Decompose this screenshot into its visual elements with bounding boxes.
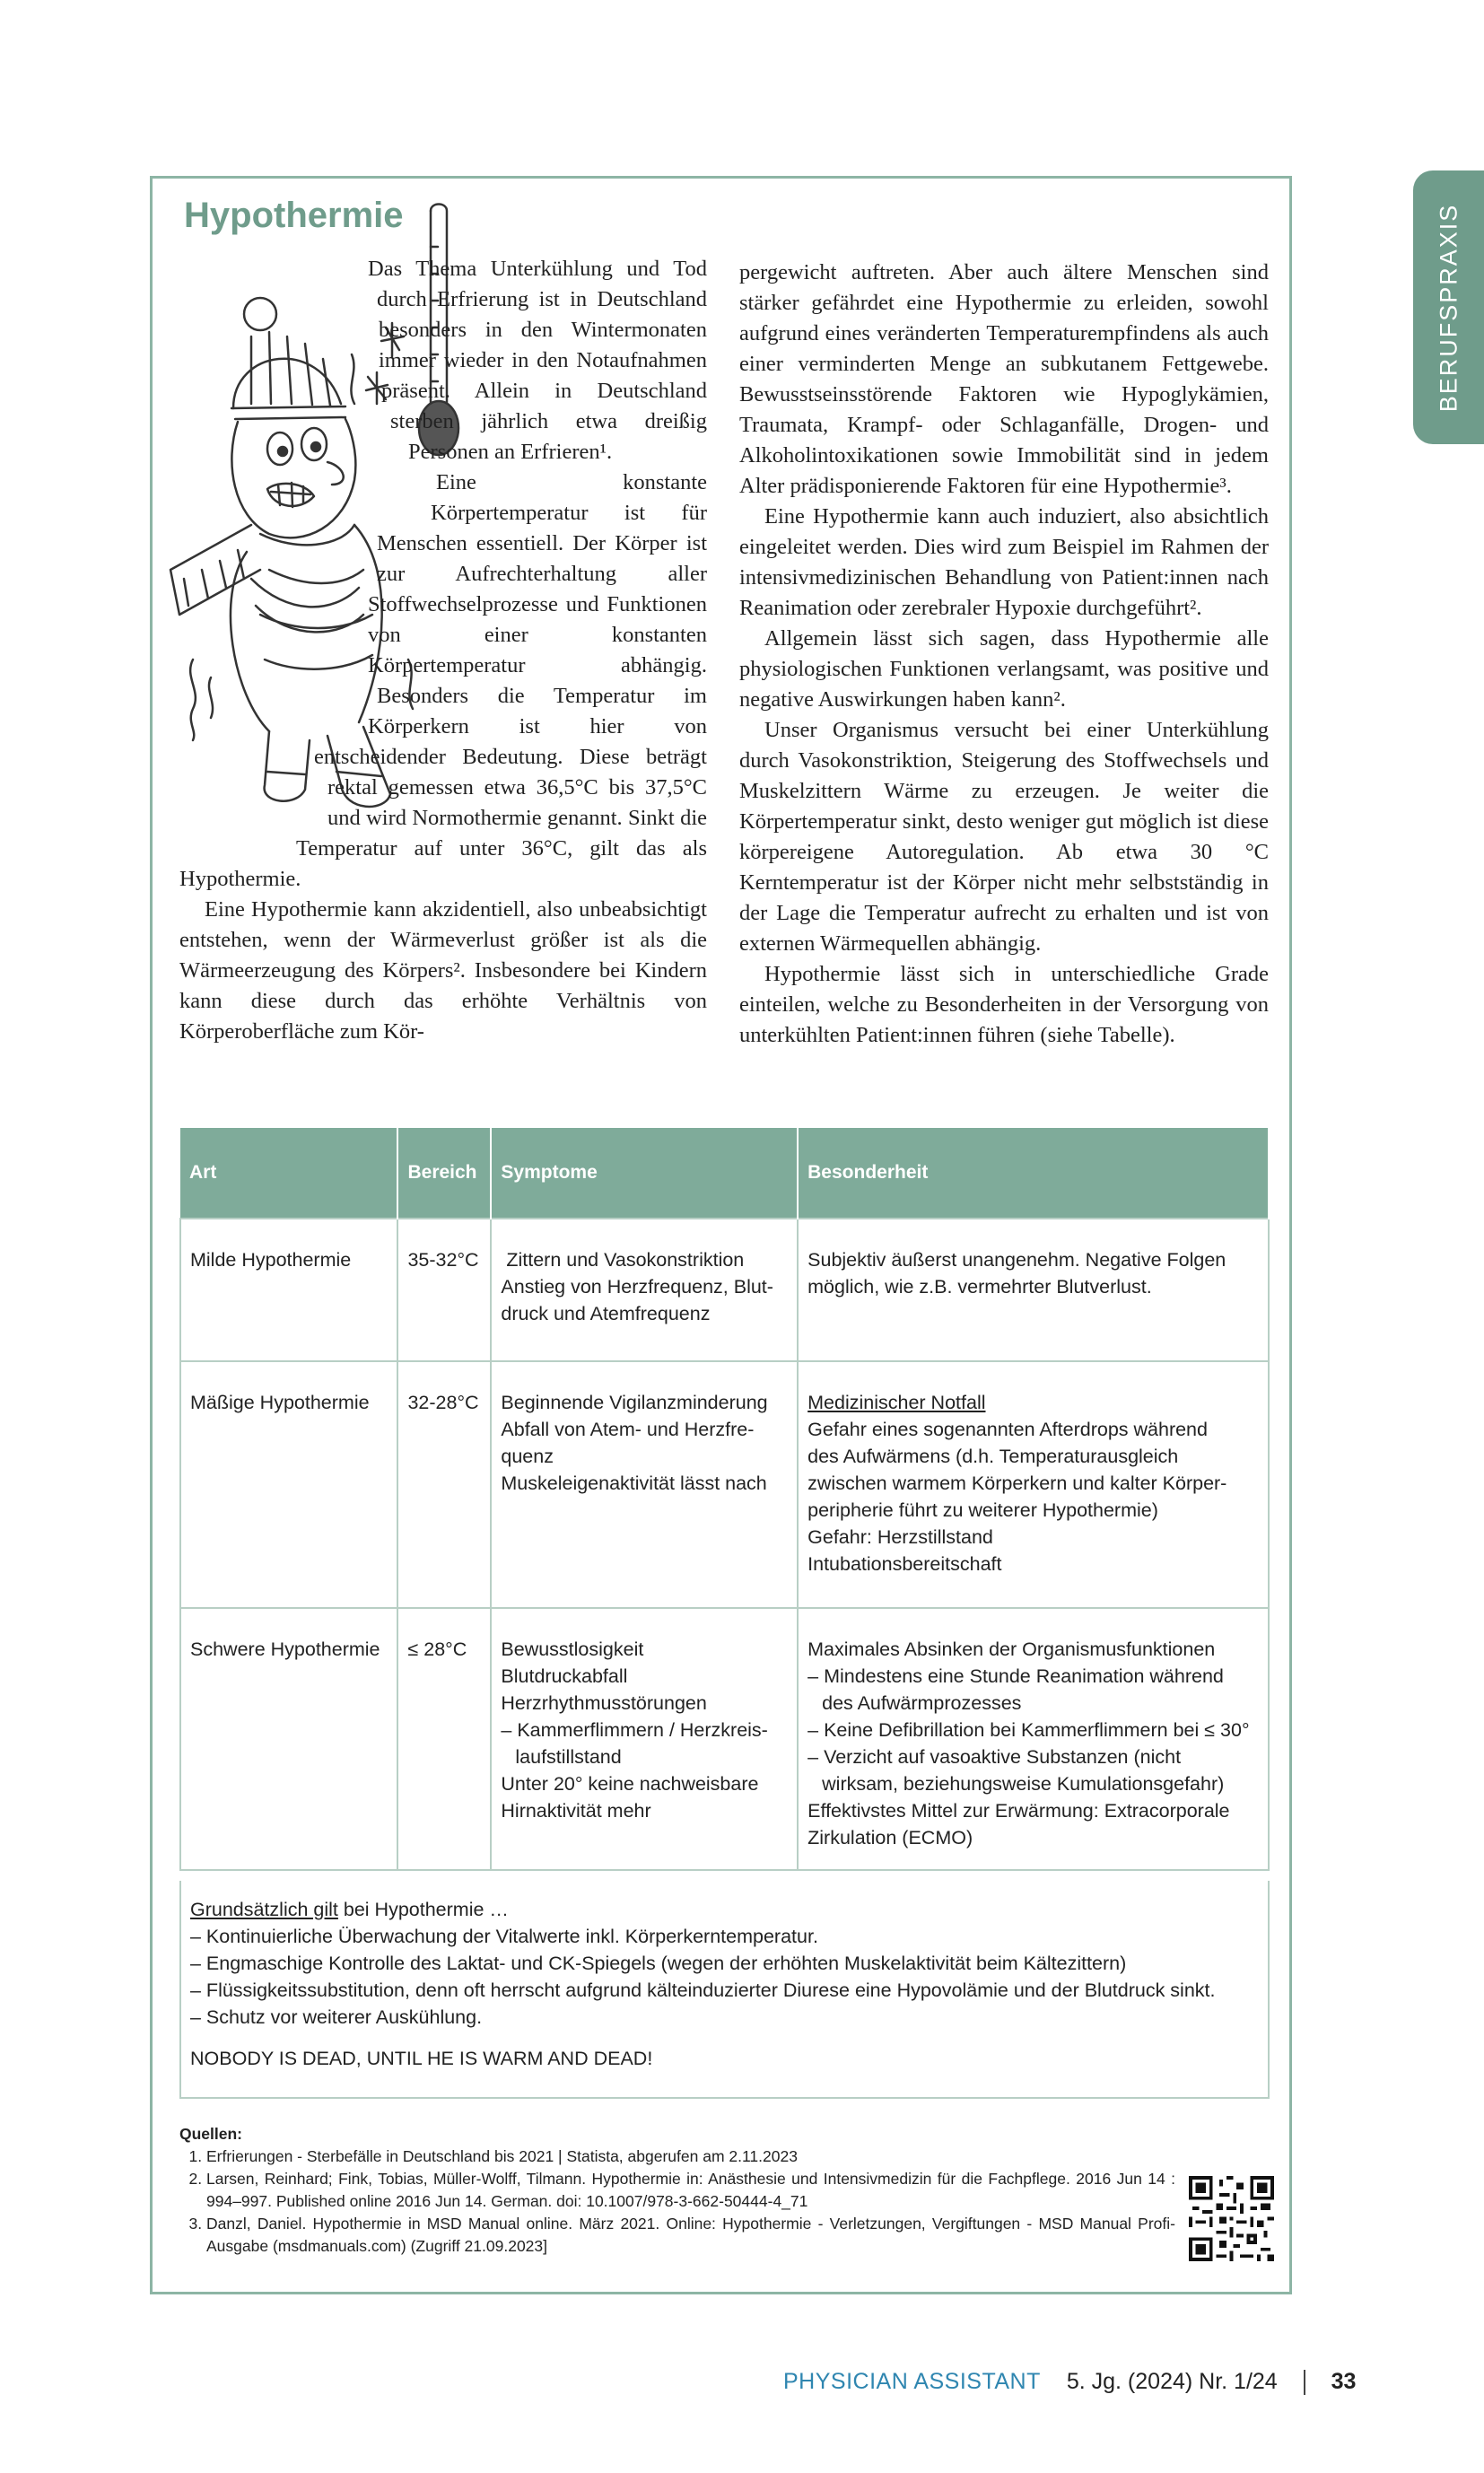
table-row bbox=[180, 1219, 1269, 1361]
summary-item: – Kontinuierliche Überwachung der Vitalwerte inkl. Körperkerntemperatur. bbox=[190, 1926, 818, 1947]
symptom-line: Abfall von Atem- und Herzfre- bbox=[501, 1419, 755, 1440]
source-item: 3. Danzl, Daniel. Hypothermie in MSD Manual online. März 2021. Online: Hypothermie - Verletzungen, Vergiftungen - MSD Manual Profi-Ausgabe (msdmanuals.com) (Zugriff 21.09.2023] bbox=[206, 2213, 1175, 2258]
table-row bbox=[180, 1608, 1269, 1870]
note-line: wirksam, beziehungsweise Kumulationsgefahr) bbox=[822, 1773, 1225, 1795]
symptom-line: Blutdruckabfall bbox=[501, 1665, 628, 1687]
summary-item: – Engmaschige Kontrolle des Laktat- und CK-Spiegels (wegen der erhöhten Muskelaktivität beim Kältezittern) bbox=[190, 1953, 1127, 1974]
paragraph-induced: Eine Hypothermie kann auch induziert, also absichtlich eingeleitet werden. Dies wird zum Beispiel im Rahmen der intensivmedizinischen Behandlung von Patient:innen nach Reanimation oder zerebraler Hypoxie durchgeführt². bbox=[739, 504, 1269, 620]
emergency-heading: Medizinischer Notfall bbox=[807, 1392, 986, 1413]
source-item: 1. Erfrierungen - Sterbefälle in Deutschland bis 2021 | Statista, abgerufen am 2.11.2023 bbox=[206, 2145, 1175, 2168]
symptom-line: druck und Atemfrequenz bbox=[501, 1303, 711, 1324]
page-footer bbox=[783, 2369, 1356, 2395]
note-line: Intubationsbereitschaft bbox=[807, 1553, 1002, 1575]
cell-besonderheit bbox=[798, 1608, 1269, 1870]
paragraph-risk-factors: pergewicht auftreten. Aber auch ältere Menschen sind stärker gefährdet eine Hypothermie zu erleiden, sowohl aufgrund eines veränderten Temperaturempfindens als auch einer verminderten Menge an subkutanem Fettgewebe. Bewusstseinsstörende Faktoren wie Hypoglykämien, Traumata, Krampf- oder Schlaganfälle, Drogen- und Alkoholintoxikationen sowie Immobilität sind in jedem Alter prädisponierende Faktoren für eine Hypothermie³. bbox=[739, 260, 1269, 498]
summary-lead-rest: bei Hypothermie … bbox=[337, 1899, 509, 1920]
footer-divider bbox=[1304, 2370, 1305, 2395]
summary-lead-underlined: Grundsätzlich gilt bbox=[190, 1899, 338, 1920]
symptom-line: laufstillstand bbox=[515, 1746, 622, 1768]
note-line: peripherie führt zu weiterer Hypothermie) bbox=[807, 1499, 1158, 1521]
cell-bereich: ≤ 28°C bbox=[397, 1608, 491, 1870]
header-besonderheit: Besonderheit bbox=[798, 1128, 1269, 1219]
symptom-line: Unter 20° keine nachweisbare bbox=[501, 1773, 759, 1795]
hypothermia-table bbox=[179, 1128, 1270, 1871]
note-line: möglich, wie z.B. vermehrter Blutverlust. bbox=[807, 1276, 1152, 1298]
paragraph-intro: Das Thema Unterkühlung und Tod durch Erfrierung ist in Deutschland besonders in den Wintermonaten immer wieder in den Notaufnahmen präsent. Allein in Deutschland sterben jährlich etwa dreißig Personen an Erfrieren¹. bbox=[368, 257, 707, 464]
left-text-column bbox=[179, 254, 707, 1047]
source-item: 2. Larsen, Reinhard; Fink, Tobias, Müller-Wolff, Tilmann. Hypothermie in: Anästhesie und Intensivmedizin für die Fachpflege. 2016 Jun 14 : 994–997. Published online 2016 Jun 14. German. doi: 10.1007/978-3-662-50444-4_71 bbox=[206, 2168, 1175, 2213]
note-line: Gefahr eines sogenannten Afterdrops während bbox=[807, 1419, 1208, 1440]
summary-item: – Flüssigkeitssubstitution, denn oft herrscht aufgrund kälteinduzierter Diurese eine Hypovolämie und der Blutdruck sinkt. bbox=[190, 1979, 1216, 2001]
note-line: – Mindestens eine Stunde Reanimation während bbox=[807, 1665, 1224, 1687]
journal-name: PHYSICIAN ASSISTANT bbox=[783, 2369, 1041, 2394]
note-line: Effektivstes Mittel zur Erwärmung: Extracorporale bbox=[807, 1800, 1230, 1822]
sources-section bbox=[179, 2123, 1175, 2258]
summary-box bbox=[179, 1881, 1270, 2099]
paragraph-physiology: Allgemein lässt sich sagen, dass Hypothermie alle physiologischen Funktionen verlangsamt, was positive und negative Auswirkungen haben kann². bbox=[739, 626, 1269, 712]
note-line: – Verzicht auf vasoaktive Substanzen (nicht bbox=[807, 1746, 1182, 1768]
table-row bbox=[180, 1361, 1269, 1608]
sources-heading: Quellen: bbox=[179, 2125, 243, 2143]
header-symptome: Symptome bbox=[491, 1128, 798, 1219]
page-number: 33 bbox=[1331, 2369, 1357, 2394]
note-line: des Aufwärmprozesses bbox=[822, 1692, 1022, 1714]
cell-symptome bbox=[491, 1361, 798, 1608]
cell-symptome bbox=[491, 1608, 798, 1870]
cell-bereich: 35-32°C bbox=[397, 1219, 491, 1361]
cell-besonderheit bbox=[798, 1219, 1269, 1361]
symptom-line: Herzrhythmusstörungen bbox=[501, 1692, 707, 1714]
symptom-line: Anstieg von Herzfrequenz, Blut- bbox=[501, 1276, 773, 1298]
article-title: Hypothermie bbox=[184, 196, 404, 235]
cell-bereich: 32-28°C bbox=[397, 1361, 491, 1608]
note-line: des Aufwärmens (d.h. Temperaturausgleich bbox=[807, 1446, 1179, 1467]
issue-info: 5. Jg. (2024) Nr. 1/24 bbox=[1066, 2369, 1278, 2394]
header-art: Art bbox=[180, 1128, 397, 1219]
qr-code-icon[interactable] bbox=[1189, 2176, 1274, 2261]
symptom-line: Beginnende Vigilanzminderung bbox=[501, 1392, 768, 1413]
note-line: Maximales Absinken der Organismusfunktionen bbox=[807, 1638, 1216, 1660]
cell-besonderheit bbox=[798, 1361, 1269, 1608]
table-header-row bbox=[180, 1128, 1269, 1219]
paragraph-body-temperature: Eine konstante Körpertemperatur ist für Menschen essentiell. Der Körper ist zur Aufrechterhaltung aller Stoffwechselprozesse und Funktionen von einer konstanten Körpertemperatur abhängig. Besonders die Temperatur im Körperkern ist hier von entscheidender Bedeutung. Diese beträgt rektal gemessen etwa 36,5°C bis 37,5°C und wird Normothermie genannt. Sinkt die Temperatur auf unter 36°C, gilt das als Hypothermie. bbox=[179, 470, 707, 891]
note-line: Gefahr: Herzstillstand bbox=[807, 1526, 993, 1548]
cell-art: Schwere Hypothermie bbox=[180, 1608, 397, 1870]
section-tab bbox=[1413, 170, 1484, 444]
symptom-line: – Kammerflimmern / Herzkreis- bbox=[501, 1719, 768, 1741]
cell-symptome bbox=[491, 1219, 798, 1361]
header-bereich: Bereich bbox=[397, 1128, 491, 1219]
symptom-line: Hirnaktivität mehr bbox=[501, 1800, 651, 1822]
summary-item: – Schutz vor weiterer Auskühlung. bbox=[190, 2006, 483, 2028]
note-line: – Keine Defibrillation bei Kammerflimmern bei ≤ 30° bbox=[807, 1719, 1250, 1741]
cell-art: Mäßige Hypothermie bbox=[180, 1361, 397, 1608]
symptom-line: Zittern und Vasokonstriktion bbox=[501, 1249, 745, 1271]
paragraph-grades: Hypothermie lässt sich in unterschiedliche Grade einteilen, welche zu Besonderheiten in der Versorgung von unterkühlten Patient:innen führen (siehe Tabelle). bbox=[739, 962, 1269, 1047]
summary-slogan: NOBODY IS DEAD, UNTIL HE IS WARM AND DEAD! bbox=[190, 2048, 653, 2069]
right-text-column bbox=[739, 258, 1269, 1051]
paragraph-regulation: Unser Organismus versucht bei einer Unterkühlung durch Vasokonstriktion, Steigerung des Stoffwechsels und Muskelzittern Wärme zu erzeugen. Je weiter die Körpertemperatur sinkt, desto weniger gut möglich ist diese körpereigene Autoregulation. Ab etwa 30 °C Kerntemperatur ist der Körper nicht mehr selbstständig in der Lage die Temperatur aufrecht zu erhalten und ist von externen Wärmequellen abhängig. bbox=[739, 718, 1269, 956]
note-line: Zirkulation (ECMO) bbox=[807, 1827, 973, 1848]
paragraph-accidental: Eine Hypothermie kann akzidentiell, also unbeabsichtigt entstehen, wenn der Wärmeverlust größer ist als die Wärmeerzeugung des Körpers². Insbesondere bei Kindern kann diese durch das erhöhte Verhältnis von Körperoberfläche zum Kör- bbox=[179, 897, 707, 1044]
symptom-line: quenz bbox=[501, 1446, 554, 1467]
symptom-line: Muskeleigenaktivität lässt nach bbox=[501, 1472, 767, 1494]
symptom-line: Bewusstlosigkeit bbox=[501, 1638, 644, 1660]
sources-list bbox=[179, 2145, 1175, 2258]
cell-art: Milde Hypothermie bbox=[180, 1219, 397, 1361]
note-line: zwischen warmem Körperkern und kalter Körper- bbox=[807, 1472, 1227, 1494]
note-line: Subjektiv äußerst unangenehm. Negative Folgen bbox=[807, 1249, 1226, 1271]
summary-lead bbox=[190, 1896, 1259, 1923]
section-tab-label: BERUFSPRAXIS bbox=[1435, 203, 1462, 412]
